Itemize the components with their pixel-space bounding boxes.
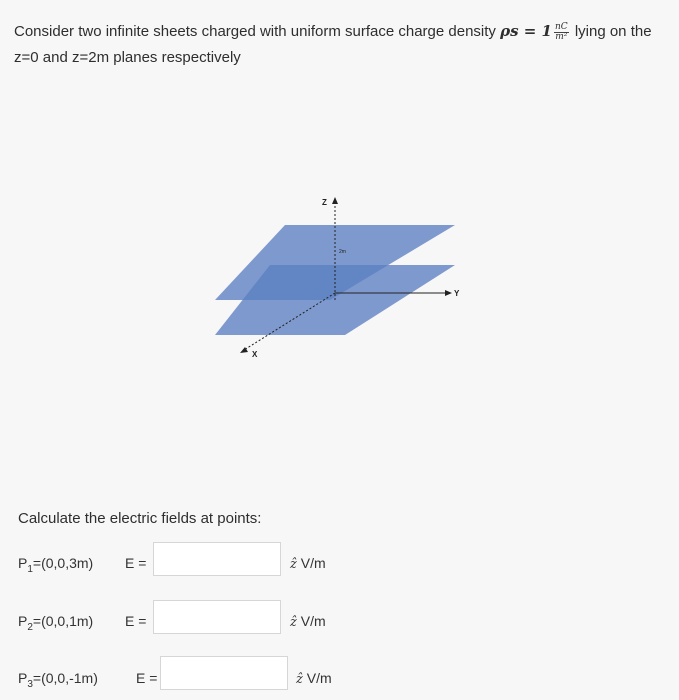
point-label-3: $P_3=(0,0,-1m)$ (18, 670, 98, 690)
separation-label: 2m (339, 249, 346, 255)
charge-density-unit (554, 23, 569, 42)
field-label-2: E = (125, 613, 147, 629)
y-axis-label: Y (454, 289, 460, 298)
field-label-3: E = (136, 670, 158, 686)
question-intro: Consider two infinite sheets charged with uniform surface charge density (14, 23, 501, 40)
z-axis-label: Z (322, 198, 327, 207)
x-axis-label: X (252, 350, 258, 359)
question-tail: lying on the (570, 23, 652, 40)
unit-denominator: m² (555, 31, 568, 42)
unit-numerator: nC (554, 21, 568, 32)
calc-prompt: Calculate the electric fields at points: (18, 510, 262, 527)
charge-density-symbol: ρs (500, 22, 519, 40)
y-axis-arrow (445, 290, 452, 296)
z-axis-arrow (332, 197, 338, 204)
answer-input-3[interactable] (160, 656, 288, 690)
unit-3: ẑ V/m (296, 670, 332, 687)
unit-1: ẑ V/m (290, 555, 326, 572)
answer-input-1[interactable] (153, 542, 281, 576)
answer-input-2[interactable] (153, 600, 281, 634)
field-label-1: E = (125, 555, 147, 571)
x-axis-arrow (240, 347, 248, 353)
z-hat-icon-2: ẑ (290, 615, 297, 630)
two-sheets-diagram (200, 185, 490, 375)
charge-density-value: = 1 (518, 22, 552, 40)
question-text (14, 18, 670, 71)
unit-2: ẑ V/m (290, 613, 326, 630)
z-hat-icon-1: ẑ (290, 557, 297, 572)
question-line-2: z=0 and z=2m planes respectively (14, 49, 241, 66)
question-line-1 (14, 18, 670, 45)
point-label-1: $P_1=(0,0,3m)$ (18, 555, 94, 575)
point-label-2: $P_2=(0,0,1m)$ (18, 613, 94, 633)
z-hat-icon-3: ẑ (296, 672, 303, 687)
